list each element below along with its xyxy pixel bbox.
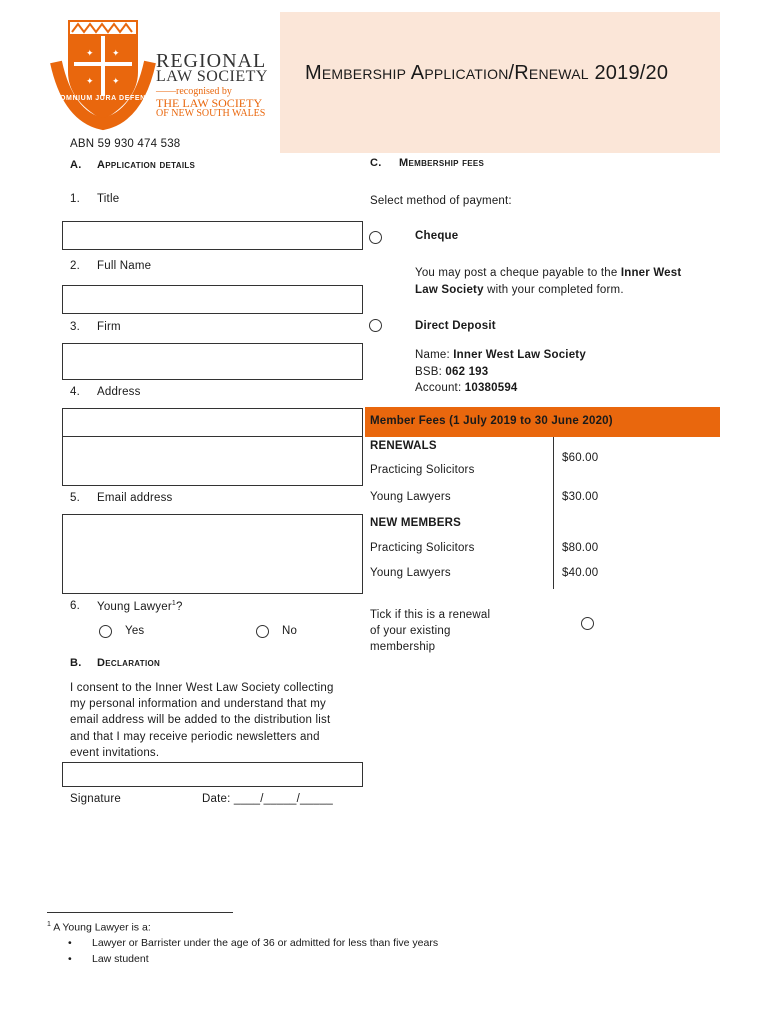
signature-label: Signature xyxy=(70,793,122,805)
footnote-mark: 1 xyxy=(47,921,51,928)
renewal-tick-line2: of your existing xyxy=(370,625,451,637)
address-input-line1[interactable] xyxy=(62,408,363,437)
field-num-email: 5. xyxy=(70,492,80,504)
section-a-heading: Application details xyxy=(97,159,196,171)
cheque-payee-part2: Law Society xyxy=(415,284,484,296)
field-num-full-name: 2. xyxy=(70,260,80,272)
cheque-label: Cheque xyxy=(415,230,459,242)
section-c-heading: Membership fees xyxy=(399,157,485,169)
renewal-tick-line3: membership xyxy=(370,641,436,653)
fees-table-divider xyxy=(553,437,554,589)
fee-row-value: $60.00 xyxy=(562,452,599,464)
young-lawyer-no-label: No xyxy=(282,625,298,637)
young-lawyer-label: Young Lawyer xyxy=(97,600,172,613)
title-input[interactable] xyxy=(62,221,363,250)
svg-text:✦: ✦ xyxy=(112,77,120,87)
young-lawyer-yes-radio[interactable] xyxy=(99,625,112,638)
date-field[interactable]: Date: ____/_____/_____ xyxy=(202,793,334,805)
direct-deposit-label: Direct Deposit xyxy=(415,320,496,332)
young-lawyer-yes-label: Yes xyxy=(125,625,145,637)
deposit-account-value: 10380594 xyxy=(464,382,518,394)
firm-input[interactable] xyxy=(62,343,363,380)
cheque-text-post: with your completed form. xyxy=(483,284,624,296)
declaration-line-1: I consent to the Inner West Law Society collecting xyxy=(70,682,334,694)
renewal-tick-line1: Tick if this is a renewal xyxy=(370,609,491,621)
deposit-bsb-label: BSB: xyxy=(415,366,446,378)
fee-row-label: Young Lawyers xyxy=(370,567,451,579)
logo-line1: REGIONAL xyxy=(156,50,267,72)
declaration-line-4: and that I may receive periodic newsletters and xyxy=(70,731,320,743)
fees-table-title: Member Fees (1 July 2019 to 30 June 2020) xyxy=(370,415,613,427)
young-lawyer-num: 6. xyxy=(70,600,80,612)
fee-row-value: $40.00 xyxy=(562,567,599,579)
young-lawyer-footnote-ref: 1 xyxy=(171,600,176,607)
footnote-bullet-2 xyxy=(68,953,149,965)
field-num-firm: 3. xyxy=(70,321,80,333)
direct-deposit-radio[interactable] xyxy=(369,319,382,332)
deposit-bsb xyxy=(415,366,488,378)
fee-row-value: $30.00 xyxy=(562,491,599,503)
cheque-instruction-line2 xyxy=(415,284,624,296)
footnote-bullet-1 xyxy=(68,937,438,949)
field-label-email: Email address xyxy=(97,492,173,504)
logo-motto: OMNIUM JURA DEFENDIMUS xyxy=(60,95,172,102)
fee-row-label: Practicing Solicitors xyxy=(370,464,475,476)
footnote-bullet-text: Lawyer or Barrister under the age of 36 or admitted for less than five years xyxy=(92,937,439,949)
fee-row-value: $80.00 xyxy=(562,542,599,554)
abn: ABN 59 930 474 538 xyxy=(70,138,181,150)
young-lawyer-suffix: ? xyxy=(175,600,183,613)
footnote-intro xyxy=(47,921,151,934)
field-label-title: Title xyxy=(97,193,120,205)
cheque-instruction-line1 xyxy=(415,267,681,279)
regional-law-society-logo xyxy=(48,12,280,135)
deposit-name-label: Name: xyxy=(415,349,454,361)
fee-row-label: Young Lawyers xyxy=(370,491,451,503)
field-label-address: Address xyxy=(97,386,141,398)
cheque-payee-part1: Inner West xyxy=(620,267,682,279)
section-c-letter: C. xyxy=(370,157,382,169)
select-method-label: Select method of payment: xyxy=(370,195,512,207)
field-num-address: 4. xyxy=(70,386,80,398)
fees-renewals-heading: RENEWALS xyxy=(370,440,437,452)
section-a-letter: A. xyxy=(70,159,82,171)
deposit-bsb-value: 062 193 xyxy=(445,366,489,378)
footnote-text: A Young Lawyer is a: xyxy=(50,921,151,934)
field-num-title: 1. xyxy=(70,193,80,205)
full-name-input[interactable] xyxy=(62,285,363,314)
section-b-letter: B. xyxy=(70,657,82,669)
section-b-heading: Declaration xyxy=(97,657,161,669)
svg-text:✦: ✦ xyxy=(86,77,94,87)
svg-text:✦: ✦ xyxy=(112,49,120,59)
cheque-radio[interactable] xyxy=(369,231,382,244)
field-label-firm: Firm xyxy=(97,321,121,333)
logo-line3: THE LAW SOCIETY xyxy=(156,96,263,110)
young-lawyer-no-radio[interactable] xyxy=(256,625,269,638)
email-input[interactable] xyxy=(62,514,363,594)
young-lawyer-question xyxy=(97,600,183,613)
bullet-icon: • xyxy=(68,937,72,949)
cheque-text-pre: You may post a cheque payable to the xyxy=(415,267,621,279)
logo-recognised: ——recognised by xyxy=(156,86,232,97)
field-label-full-name: Full Name xyxy=(97,260,152,272)
logo-recognised-text: recognised by xyxy=(176,86,232,97)
signature-input[interactable] xyxy=(62,762,363,787)
page-title: Membership Application/Renewal 2019/20 xyxy=(305,62,669,84)
declaration-line-2: my personal information and understand that my xyxy=(70,698,326,710)
footnote-separator xyxy=(47,912,233,913)
renewal-tick-radio[interactable] xyxy=(581,617,594,630)
logo-line2: LAW SOCIETY xyxy=(156,68,268,85)
address-input-line2[interactable] xyxy=(62,436,363,486)
declaration-line-5: event invitations. xyxy=(70,747,160,759)
footnote-bullet-text: Law student xyxy=(92,953,149,965)
svg-text:✦: ✦ xyxy=(86,49,94,59)
deposit-name-value: Inner West Law Society xyxy=(453,349,586,361)
deposit-account-label: Account: xyxy=(415,382,465,394)
fees-new-members-heading: NEW MEMBERS xyxy=(370,517,462,529)
deposit-account xyxy=(415,382,518,394)
declaration-line-3: email address will be added to the distribution list xyxy=(70,714,331,726)
bullet-icon: • xyxy=(68,953,72,965)
deposit-name xyxy=(415,349,586,361)
logo-line4: OF NEW SOUTH WALES xyxy=(156,108,266,119)
fee-row-label: Practicing Solicitors xyxy=(370,542,475,554)
